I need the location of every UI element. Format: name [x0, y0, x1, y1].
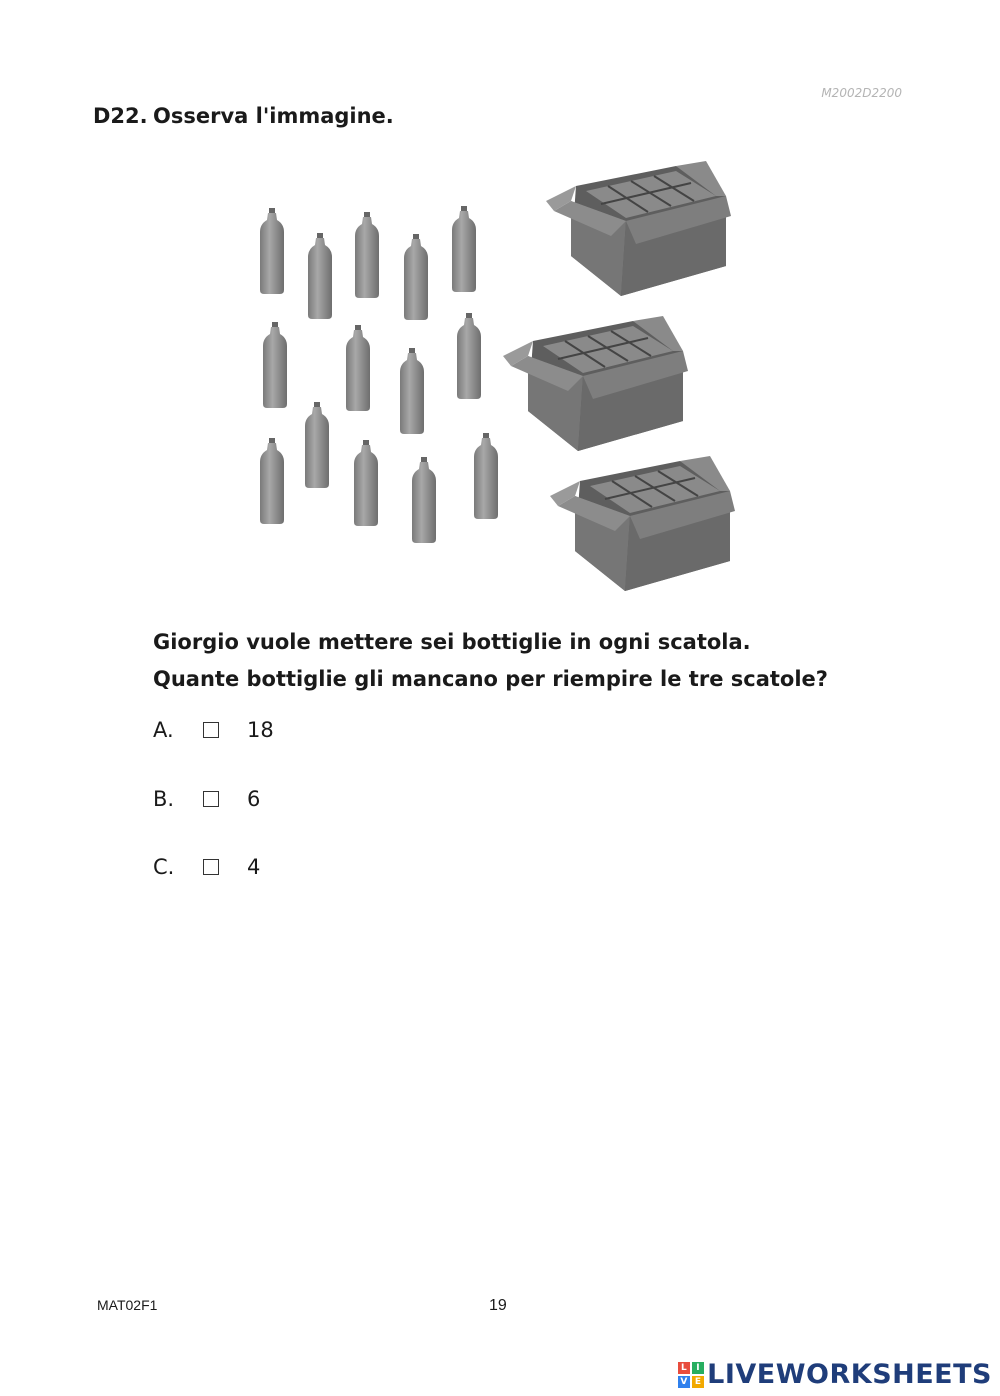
bottle — [260, 208, 284, 294]
option-checkbox[interactable] — [203, 859, 219, 875]
bottle — [452, 206, 476, 292]
bottle — [354, 440, 378, 526]
option-letter: B. — [153, 787, 175, 811]
brand-name: LIVEWORKSHEETS — [707, 1359, 992, 1390]
page-number: 19 — [489, 1297, 507, 1314]
bottle — [400, 348, 424, 434]
bottle — [412, 457, 436, 543]
question-line-2: Quante bottiglie gli mancano per riempire le tre scatole? — [153, 667, 828, 691]
bottle — [474, 433, 498, 519]
item-code: M2002D2200 — [821, 86, 902, 100]
question-text — [153, 624, 828, 698]
logo-letter: E — [692, 1376, 704, 1388]
logo-letter: V — [678, 1376, 690, 1388]
question-instruction: Osserva l'immagine. — [153, 104, 394, 128]
logo-letter: L — [678, 1362, 690, 1374]
bottle — [404, 234, 428, 320]
box — [550, 456, 735, 591]
bottles-and-boxes-figure — [240, 150, 780, 620]
box — [546, 161, 731, 296]
box — [503, 316, 688, 451]
bottle — [346, 325, 370, 411]
option-letter: A. — [153, 718, 174, 742]
option-checkbox[interactable] — [203, 722, 219, 738]
option-letter: C. — [153, 855, 175, 879]
bottle — [308, 233, 332, 319]
bottle — [305, 402, 329, 488]
question-line-1: Giorgio vuole mettere sei bottiglie in ogni scatola. — [153, 630, 751, 654]
footer-code: MAT02F1 — [97, 1297, 158, 1313]
option-value: 4 — [247, 855, 261, 879]
bottle — [457, 313, 481, 399]
option-checkbox[interactable] — [203, 791, 219, 807]
question-number: D22. — [93, 104, 148, 128]
option-c[interactable] — [153, 852, 260, 882]
bottle — [260, 438, 284, 524]
option-b[interactable] — [153, 784, 260, 814]
option-value: 6 — [247, 787, 261, 811]
logo-letter: I — [692, 1362, 704, 1374]
question-heading — [93, 104, 394, 128]
brand-logo-icon — [678, 1362, 704, 1388]
option-a[interactable] — [153, 715, 274, 745]
bottle — [355, 212, 379, 298]
liveworksheets-logo[interactable] — [678, 1359, 992, 1390]
option-value: 18 — [247, 718, 274, 742]
bottle — [263, 322, 287, 408]
